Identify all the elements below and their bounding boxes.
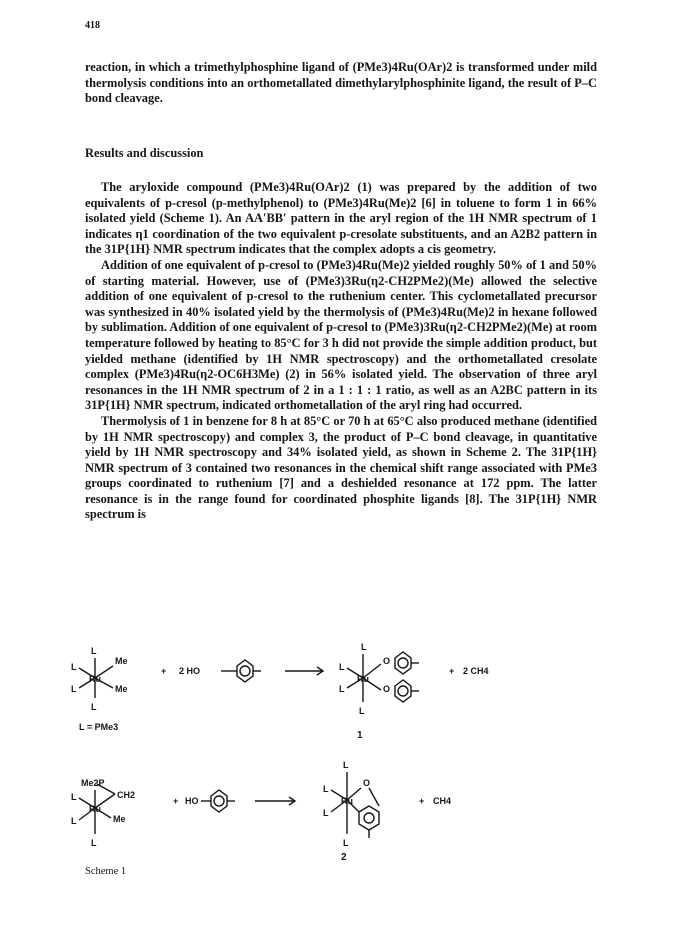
scheme-ligand-left-r2: L — [71, 792, 77, 802]
scheme-compound-1-number: 1 — [357, 730, 363, 741]
scheme-plus-p2: + — [419, 796, 425, 806]
scheme-ligand-top-p1: L — [361, 642, 367, 652]
scheme-ligand-left-p2: L — [323, 784, 329, 794]
scheme-ligand-bottom: L — [91, 702, 97, 712]
scheme-plus-2: + — [173, 796, 179, 806]
scheme-o-p1: O — [383, 656, 391, 666]
section-heading: Results and discussion — [85, 146, 204, 160]
scheme-caption: Scheme 1 — [85, 866, 127, 877]
scheme-me-1: Me — [115, 656, 128, 666]
scheme-ligand-left2-p2: L — [323, 808, 329, 818]
scheme-ru-p1: Ru — [357, 674, 369, 684]
scheme-ligand-top-p2: L — [343, 760, 349, 770]
scheme-o-p2: O — [363, 778, 371, 788]
scheme-ligand-left2-p1: L — [339, 684, 345, 694]
scheme-me-r2: Me — [113, 814, 126, 824]
scheme-o2-p1: O — [383, 684, 391, 694]
paragraph-1: The aryloxide compound (PMe3)4Ru(OAr)2 (1) was prepared by the addition of two equivalents of p-cresol (p-methylphenol) to (PMe3)4Ru(Me)2 [6] in toluene to form 1 in 66% isolated yield (Scheme 1). An AA′BB′ pattern in the aryl region of the 1H NMR spectrum of 1 indicates η1 coordination of the two equivalent p-cresolate substituents, and an A2B2 pattern in the 31P{1H} NMR spectrum indicates that the complex adopts a cis geometry. — [85, 180, 597, 257]
scheme-ru-p2: Ru — [341, 796, 353, 806]
intro-text: reaction, in which a trimethylphosphine ligand of (PMe3)4Ru(OAr)2 is transformed under mild thermolysis conditions into an orthometallated dimethylarylphosphinite ligand, the result of P–C bond cleavage. — [85, 60, 597, 106]
scheme-reagent-1: 2 HO — [179, 666, 201, 676]
scheme-me2p-2: Me2P — [81, 778, 105, 788]
scheme-ru-r2: Ru — [89, 804, 101, 814]
scheme-product-1: 2 CH4 — [463, 666, 489, 676]
scheme-ligand-top: L — [91, 646, 97, 656]
scheme-ligand-left2-r2: L — [71, 816, 77, 826]
scheme-ligand-left-2: L — [71, 684, 77, 694]
scheme-ru-1: Ru — [89, 674, 101, 684]
scheme-plus-1: + — [161, 666, 167, 676]
scheme-ligand-left-p1: L — [339, 662, 345, 672]
page-number: 418 — [85, 20, 100, 31]
body-text — [85, 180, 597, 523]
intro-paragraph — [85, 60, 597, 107]
scheme-ligand-definition: L = PMe3 — [79, 722, 119, 732]
paragraph-3: Thermolysis of 1 in benzene for 8 h at 85°C or 70 h at 65°C also produced methane (identified by 1H NMR spectroscopy) and complex 3, the product of P–C bond cleavage, in quantitative yield by 1H NMR spectroscopy and 34% isolated yield, as shown in Scheme 2. The 31P{1H} NMR spectrum of 3 contained two resonances in the chemical shift range associated with PMe3 groups coordinated to ruthenium [7] and a deshielded resonance at 172 ppm. The latter resonance is in the range found for coordinated phosphite ligands [8]. The 31P{1H} NMR spectrum is — [85, 413, 597, 522]
scheme-1-figure — [71, 640, 597, 863]
scheme-ch2-2: CH2 — [117, 790, 136, 800]
scheme-me-2: Me — [115, 684, 128, 694]
paragraph-2: Addition of one equivalent of p-cresol to (PMe3)4Ru(Me)2 yielded roughly 50% of 1 and 50% of starting material. However, use of (PMe3)3Ru(η2-CH2PMe2)(Me) allowed the selective addition of one equivalent of p-cresol to the ruthenium center. This cyclometallated precursor was synthesized in 40% isolated yield by the thermolysis of (PMe3)4Ru(Me)2 in hexane followed by sublimation. Addition of one equivalent of p-cresol to (PMe3)3Ru(η2-CH2PMe2)(Me) at room temperature followed by heating to 85°C for 3 h did not provide the simple addition product, but yielded methane (identified by 1H NMR spectroscopy) and the orthometallated cresolate complex (PMe3)4Ru(η2-OC6H3Me) (2) in 56% isolated yield. The observation of three aryl resonances in the 1H NMR spectrum of 2 in a 1 : 1 : 1 ratio, as well as an A2BC pattern in its 31P{1H} NMR spectrum, indicated orthometallation of the aryl ring had occurred. — [85, 257, 597, 413]
scheme-reagent-2: HO — [185, 796, 199, 806]
scheme-svg — [71, 640, 597, 863]
scheme-ligand-left: L — [71, 662, 77, 672]
scheme-plus-p1: + — [449, 666, 455, 676]
scheme-ligand-bottom-r2: L — [91, 838, 97, 848]
scheme-ligand-bottom-p1: L — [359, 706, 365, 716]
scheme-compound-2-number: 2 — [341, 852, 347, 863]
scheme-ligand-bottom-p2: L — [343, 838, 349, 848]
scheme-product-2: CH4 — [433, 796, 452, 806]
